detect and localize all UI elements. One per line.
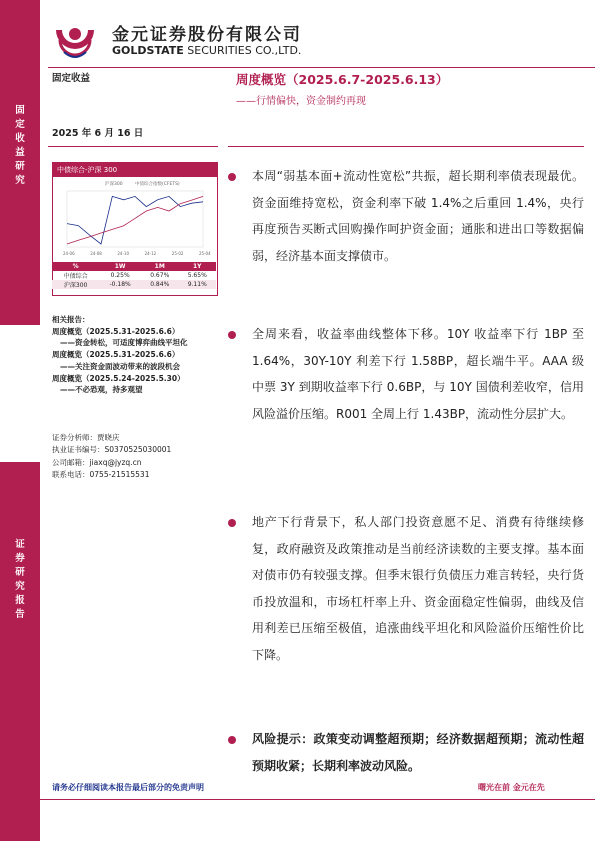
brand-name-en [112, 44, 301, 57]
legend-series-2: 中债综合指数(CFETS) [135, 182, 180, 187]
sidebar-top-band [0, 0, 40, 325]
table-header-cell: 1M [141, 262, 178, 271]
report-category: 固定收益 [52, 73, 91, 84]
chart-x-tick-label: 25-02 [171, 251, 184, 256]
company-logo-icon [52, 18, 98, 64]
chart-x-tick-label: 24-10 [117, 251, 130, 256]
performance-table [52, 262, 216, 289]
table-cell: 0.84% [141, 280, 178, 289]
footer-disclaimer[interactable]: 请务必仔细阅读本报告最后部分的免责声明 [52, 783, 204, 792]
related-item-title[interactable]: 周度概览（2025.5.24-2025.5.30） [52, 373, 185, 383]
related-item-sub: ——不必恐观，持多观望 [60, 385, 143, 395]
related-item-sub: ——关注资金面波动带来的波段机会 [60, 361, 180, 371]
analyst-license: 执业证书编号：S0370525030001 [52, 445, 172, 455]
chart-series-line [67, 196, 203, 244]
bullet-icon [228, 331, 236, 339]
chart-frame [67, 191, 203, 247]
footer-slogan: 曙光在前 金元在先 [478, 783, 545, 792]
chart-header: 中债综合-沪深 300 [53, 163, 217, 177]
body-paragraph-3: 地产下行背景下，私人部门投资意愿不足、消费有待继续修复，政府融资及政策推动是当前经济读数的主要支撑。基本面对债市仍有较强支撑。但季末银行负债压力难言转轻，央行货币投放温和，市场杠杆率上升、资金面稳定性偏弱，曲线及信用利差已压缩至极值，追涨曲线平坦化和风险溢价压缩性价比下降。 [252, 515, 584, 662]
table-cell: 0.67% [150, 272, 170, 279]
chart-x-tick-label: 24-12 [144, 251, 157, 256]
table-header-row [52, 262, 216, 271]
related-item-title[interactable]: 周度概览（2025.5.31-2025.6.6） [52, 326, 180, 336]
related-item-sub: ——资金转松，可适度博弈曲线平坦化 [60, 338, 188, 348]
chart-x-tick-label: 25-04 [199, 251, 211, 256]
analyst-email[interactable]: 公司邮箱：jiaxq@jyzq.cn [52, 457, 142, 467]
bullet-icon [228, 173, 236, 181]
chart-plot [53, 177, 217, 261]
brand-name-cn: 金元证券股份有限公司 [112, 25, 302, 45]
related-reports [52, 314, 188, 396]
body-paragraph-2: 全周来看，收益率曲线整体下移。10Y 收益率下行 1BP 至 1.64%，30Y-10Y 利差下行 1.58BP，超长端牛平。AAA 级中票 3Y 到期收益率下行 0.6BP，与 10Y 国债利差收窄，信用风险溢价压缩。R001 全周上行 1.43BP，流动性分层扩大。 [252, 327, 584, 421]
brand-name-en-rest: SECURITIES CO.,LTD. [187, 44, 302, 57]
table-cell: 9.11% [178, 280, 216, 289]
table-cell: 中债综合 [63, 273, 88, 280]
left-column-divider [48, 146, 218, 147]
sidebar-bottom-band [0, 462, 40, 841]
table-cell: 沪深300 [52, 280, 99, 289]
table-header-cell: % [52, 262, 99, 271]
table-header-cell: 1Y [178, 262, 216, 271]
table-cell: 0.25% [110, 272, 130, 279]
table-row [52, 280, 216, 289]
analyst-info [52, 432, 171, 481]
analyst-phone: 联系电话：0755-21515531 [52, 469, 150, 479]
report-title: 周度概览（2025.6.7-2025.6.13） [236, 72, 449, 87]
chart-x-tick-label: 24-06 [63, 251, 75, 256]
sidebar-bottom-label: 证券研究报告 [15, 539, 25, 620]
sidebar [0, 0, 40, 841]
body-paragraph-1: 本周“弱基本面+流动性宽松”共振，超长期利率债表现最优。资金面维持宽松，资金利率下破 1.4%之后重回 1.4%，央行再度预告买断式回购操作呵护资金面；通胀和进出口等数据偏弱，经济基本面支撑债市。 [252, 169, 584, 263]
risk-warning: 风险提示：政策变动调整超预期；经济数据超预期；流动性超预期收紧；长期利率波动风险。 [252, 732, 584, 773]
brand-name-en-bold: GOLDSTATE [112, 44, 184, 57]
table-header-cell: 1W [99, 262, 141, 271]
title-divider [228, 146, 584, 147]
legend-series-1: 沪深300 [105, 182, 123, 187]
chart-x-tick-label: 24-08 [90, 251, 102, 256]
bullet-icon [228, 736, 236, 744]
chart-series-line [67, 196, 203, 244]
header-divider [48, 67, 595, 68]
table-row [52, 271, 216, 280]
analyst-name: 证券分析师：贾晓庆 [52, 433, 120, 442]
bullet-icon [228, 519, 236, 527]
table-cell: -0.18% [99, 280, 141, 289]
report-date: 2025 年 6 月 16 日 [52, 128, 144, 139]
table-cell: 5.65% [187, 272, 207, 279]
related-item-title[interactable]: 周度概览（2025.5.31-2025.6.6） [52, 350, 180, 360]
sidebar-top-label: 固定收益研究 [15, 105, 25, 186]
related-heading: 相关报告： [52, 315, 90, 324]
footer-divider [40, 799, 595, 800]
report-subtitle: ——行情偏快，资金制约再现 [236, 96, 366, 107]
